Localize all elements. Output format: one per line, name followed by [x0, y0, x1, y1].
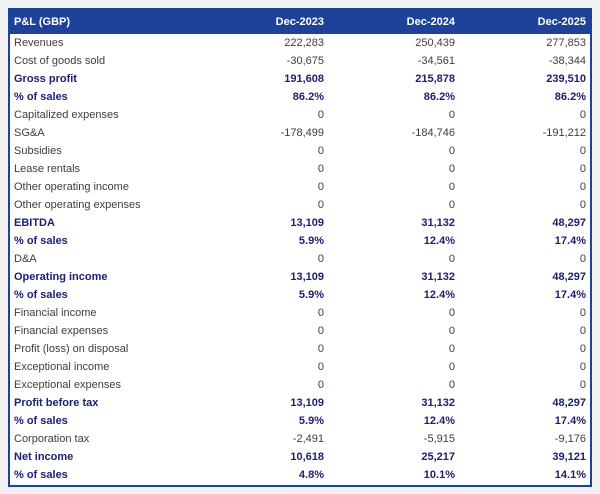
row-value: 0: [448, 361, 455, 373]
row-label: Operating income: [14, 271, 108, 283]
table-row: [10, 304, 590, 322]
row-label: Lease rentals: [14, 163, 81, 175]
row-value: -184,746: [411, 127, 455, 139]
column-header-dec-2025: Dec-2025: [459, 10, 590, 34]
column-header-dec-2024: Dec-2024: [328, 10, 459, 34]
row-label: Capitalized expenses: [14, 109, 119, 121]
row-value: -2,491: [292, 433, 324, 445]
row-value: 0: [317, 181, 324, 193]
pnl-table-container: [8, 8, 592, 487]
table-row: [10, 160, 590, 178]
table-row: [10, 178, 590, 196]
row-value: 39,121: [552, 451, 586, 463]
table-header-row: [10, 10, 590, 34]
row-value: 0: [579, 307, 586, 319]
row-value: 0: [579, 145, 586, 157]
table-row: [10, 70, 590, 88]
row-label: % of sales: [14, 415, 68, 427]
table-header: [10, 10, 590, 34]
row-value: 17.4%: [554, 289, 586, 301]
row-label: Profit before tax: [14, 397, 99, 409]
table-row: [10, 196, 590, 214]
row-label: Revenues: [14, 37, 64, 49]
row-value: -34,561: [417, 55, 455, 67]
row-label: Other operating income: [14, 181, 129, 193]
row-value: -38,344: [548, 55, 586, 67]
pnl-table: [10, 10, 590, 484]
row-value: 25,217: [421, 451, 455, 463]
row-label: % of sales: [14, 235, 68, 247]
row-value: 0: [317, 379, 324, 391]
row-value: 5.9%: [298, 235, 324, 247]
row-value: 0: [579, 181, 586, 193]
table-row: [10, 268, 590, 286]
row-value: 0: [317, 253, 324, 265]
row-label: Net income: [14, 451, 74, 463]
row-value: 0: [579, 199, 586, 211]
table-row: [10, 232, 590, 250]
column-header-dec-2023: Dec-2023: [197, 10, 328, 34]
row-value: 12.4%: [423, 235, 455, 247]
row-label: Cost of goods sold: [14, 55, 106, 67]
row-value: 0: [579, 109, 586, 121]
table-row: [10, 106, 590, 124]
table-row: [10, 466, 590, 484]
row-value: 4.8%: [298, 469, 324, 481]
table-row: [10, 34, 590, 52]
row-value: 0: [448, 181, 455, 193]
row-value: 13,109: [290, 217, 324, 229]
row-label: % of sales: [14, 91, 68, 103]
row-label: Exceptional expenses: [14, 379, 122, 391]
row-value: 86.2%: [554, 91, 586, 103]
row-value: 0: [317, 163, 324, 175]
row-label: Financial income: [14, 307, 97, 319]
row-value: 0: [579, 163, 586, 175]
row-label: EBITDA: [14, 217, 55, 229]
row-value: 0: [448, 307, 455, 319]
row-value: 14.1%: [554, 469, 586, 481]
row-value: 10,618: [290, 451, 324, 463]
row-value: 13,109: [290, 397, 324, 409]
row-value: 5.9%: [298, 415, 324, 427]
row-value: 12.4%: [423, 415, 455, 427]
row-value: 0: [448, 145, 455, 157]
row-value: -178,499: [280, 127, 324, 139]
table-row: [10, 88, 590, 106]
row-value: -5,915: [423, 433, 455, 445]
row-value: 48,297: [552, 217, 586, 229]
table-row: [10, 340, 590, 358]
row-value: 86.2%: [423, 91, 455, 103]
table-row: [10, 376, 590, 394]
row-value: 277,853: [546, 37, 586, 49]
row-value: 0: [579, 379, 586, 391]
row-value: 0: [579, 325, 586, 337]
row-value: -191,212: [542, 127, 586, 139]
row-label: Subsidies: [14, 145, 62, 157]
row-value: 0: [317, 109, 324, 121]
row-label: Profit (loss) on disposal: [14, 343, 129, 355]
row-value: 0: [317, 325, 324, 337]
row-value: 0: [579, 343, 586, 355]
row-value: 0: [317, 343, 324, 355]
row-label: % of sales: [14, 289, 68, 301]
row-value: 0: [448, 199, 455, 211]
row-value: -9,176: [554, 433, 586, 445]
row-value: 17.4%: [554, 235, 586, 247]
row-label: Gross profit: [14, 73, 77, 85]
table-row: [10, 448, 590, 466]
row-value: 239,510: [546, 73, 586, 85]
row-label: Financial expenses: [14, 325, 109, 337]
row-value: 0: [448, 163, 455, 175]
row-value: 10.1%: [423, 469, 455, 481]
row-value: 0: [448, 109, 455, 121]
row-value: 31,132: [421, 271, 455, 283]
row-value: 86.2%: [292, 91, 324, 103]
row-value: 0: [448, 325, 455, 337]
table-row: [10, 214, 590, 232]
row-value: 13,109: [290, 271, 324, 283]
table-row: [10, 358, 590, 376]
row-value: 5.9%: [298, 289, 324, 301]
row-label: Corporation tax: [14, 433, 90, 445]
table-row: [10, 250, 590, 268]
row-value: 0: [317, 307, 324, 319]
row-value: 31,132: [421, 397, 455, 409]
row-value: 222,283: [284, 37, 324, 49]
table-row: [10, 412, 590, 430]
row-value: 0: [317, 145, 324, 157]
table-title: P&L (GBP): [10, 10, 197, 34]
row-value: 0: [579, 253, 586, 265]
row-value: 48,297: [552, 397, 586, 409]
row-label: SG&A: [14, 127, 45, 139]
row-value: 0: [448, 379, 455, 391]
row-value: 191,608: [284, 73, 324, 85]
table-body: [10, 34, 590, 484]
row-value: 0: [317, 199, 324, 211]
row-value: 0: [448, 253, 455, 265]
row-value: -30,675: [286, 55, 324, 67]
table-row: [10, 322, 590, 340]
row-value: 31,132: [421, 217, 455, 229]
row-value: 48,297: [552, 271, 586, 283]
row-label: Exceptional income: [14, 361, 110, 373]
row-value: 0: [579, 361, 586, 373]
table-row: [10, 52, 590, 70]
table-row: [10, 430, 590, 448]
table-row: [10, 124, 590, 142]
row-label: D&A: [14, 253, 37, 265]
row-value: 0: [317, 361, 324, 373]
table-row: [10, 394, 590, 412]
row-label: % of sales: [14, 469, 68, 481]
row-value: 17.4%: [554, 415, 586, 427]
row-label: Other operating expenses: [14, 199, 141, 211]
row-value: 250,439: [415, 37, 455, 49]
table-row: [10, 286, 590, 304]
row-value: 0: [448, 343, 455, 355]
row-value: 215,878: [415, 73, 455, 85]
table-row: [10, 142, 590, 160]
row-value: 12.4%: [423, 289, 455, 301]
